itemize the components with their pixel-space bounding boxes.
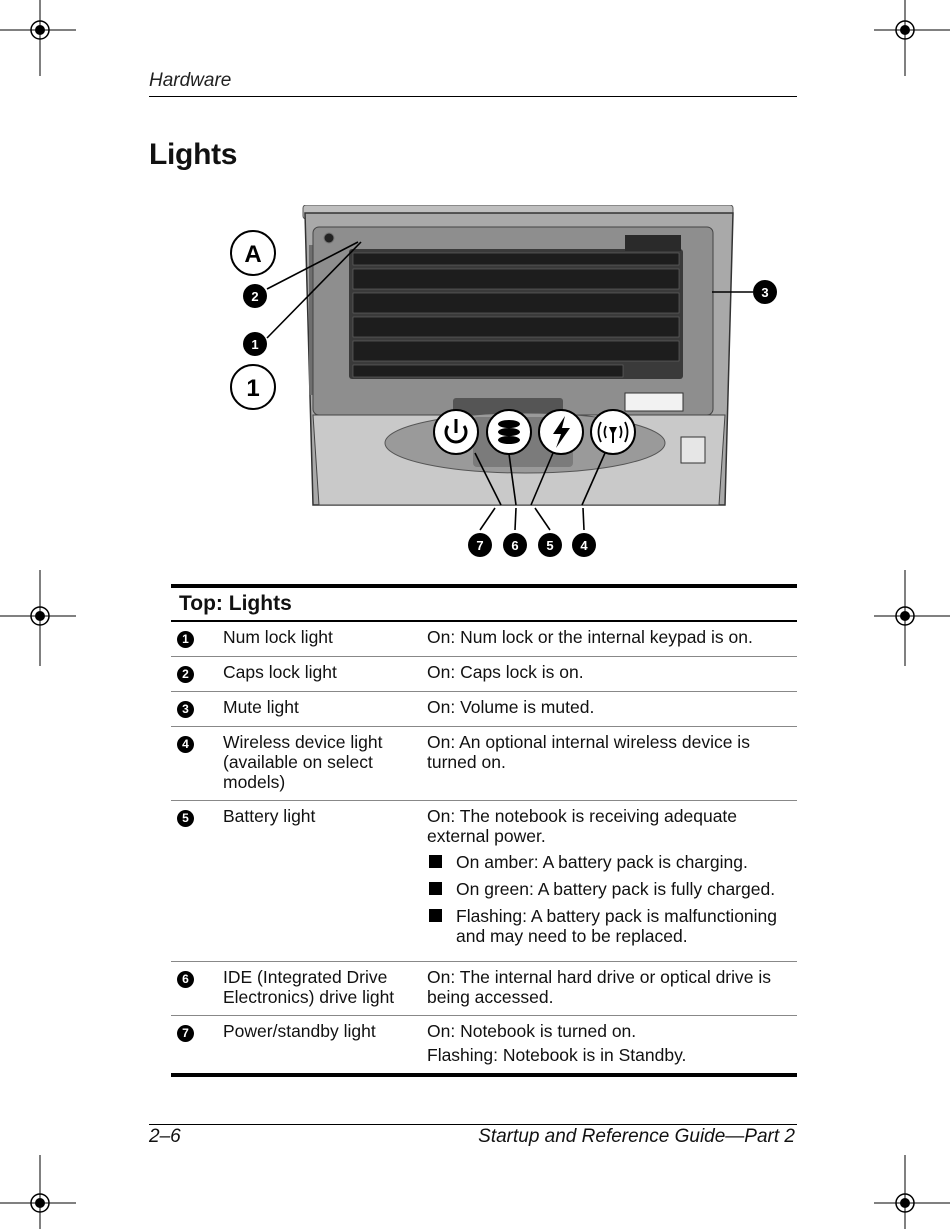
footer-rule	[149, 1124, 797, 1125]
list-item-text: Flashing: A battery pack is malfunctioning and may need to be replaced.	[456, 906, 778, 946]
component-name: Caps lock light	[217, 657, 421, 692]
callout-number-label: 1	[246, 375, 260, 402]
callout-letter-label: A	[244, 241, 262, 268]
callout-badge-1: 1	[251, 337, 259, 352]
component-name: Num lock light	[217, 621, 421, 657]
table-heading: Top: Lights	[171, 586, 797, 621]
table-row	[171, 962, 797, 1016]
callout-badge-5: 5	[546, 538, 554, 553]
crop-mark-top-right	[870, 0, 950, 80]
list-item-text: On green: A battery pack is fully charged.	[456, 879, 776, 899]
component-description: On: Notebook is turned on.	[427, 1021, 637, 1041]
component-description-cell	[421, 1016, 797, 1076]
component-description-secondary: Flashing: Notebook is in Standby.	[427, 1045, 687, 1065]
bullet-square-icon	[429, 882, 442, 895]
component-name: IDE (Integrated Drive Electronics) drive light	[217, 962, 421, 1016]
running-header: Hardware	[149, 70, 232, 91]
component-name: Mute light	[217, 692, 421, 727]
component-description: On: The notebook is receiving adequate external power.	[427, 806, 738, 846]
component-name: Power/standby light	[217, 1016, 421, 1076]
table-heading-row	[171, 586, 797, 621]
callout-badge-6: 6	[511, 538, 519, 553]
component-description: On: An optional internal wireless device is turned on.	[421, 727, 797, 801]
component-description: On: Volume is muted.	[421, 692, 797, 727]
page-title: Lights	[149, 138, 238, 171]
list-item	[427, 852, 791, 872]
bullet-square-icon	[429, 909, 442, 922]
row-number-badge: 4	[177, 736, 194, 753]
table-row	[171, 1016, 797, 1076]
notebook-top-view-figure	[225, 205, 785, 565]
bullet-square-icon	[429, 855, 442, 868]
row-number-badge: 6	[177, 971, 194, 988]
component-name: Battery light	[217, 801, 421, 962]
table-row	[171, 692, 797, 727]
component-description: On: The internal hard drive or optical drive is being accessed.	[421, 962, 797, 1016]
table-row	[171, 727, 797, 801]
component-description: On: Caps lock is on.	[421, 657, 797, 692]
guide-title: Startup and Reference Guide—Part 2	[478, 1126, 795, 1147]
callout-badge-2: 2	[251, 289, 259, 304]
lights-table	[171, 584, 797, 1077]
list-item	[427, 906, 791, 946]
crop-mark-bottom-left	[0, 1155, 80, 1229]
callout-badge-7: 7	[476, 538, 484, 553]
callout-badge-4: 4	[580, 538, 588, 553]
callout-badge-3: 3	[761, 285, 769, 300]
list-item	[427, 879, 791, 899]
table-row	[171, 801, 797, 962]
header-rule	[149, 96, 797, 97]
row-number-badge: 5	[177, 810, 194, 827]
crop-mark-mid-left	[0, 570, 80, 670]
list-item-text: On amber: A battery pack is charging.	[456, 852, 748, 872]
battery-status-list	[427, 852, 791, 946]
table-row	[171, 657, 797, 692]
row-number-badge: 2	[177, 666, 194, 683]
table-row	[171, 621, 797, 657]
row-number-badge: 7	[177, 1025, 194, 1042]
component-description: On: Num lock or the internal keypad is on.	[421, 621, 797, 657]
component-name: Wireless device light (available on select models)	[217, 727, 421, 801]
row-number-badge: 3	[177, 701, 194, 718]
row-number-badge: 1	[177, 631, 194, 648]
crop-mark-bottom-right	[870, 1155, 950, 1229]
crop-mark-mid-right	[870, 570, 950, 670]
crop-mark-top-left	[0, 0, 80, 80]
component-description-cell	[421, 801, 797, 962]
page-number: 2–6	[149, 1126, 181, 1147]
